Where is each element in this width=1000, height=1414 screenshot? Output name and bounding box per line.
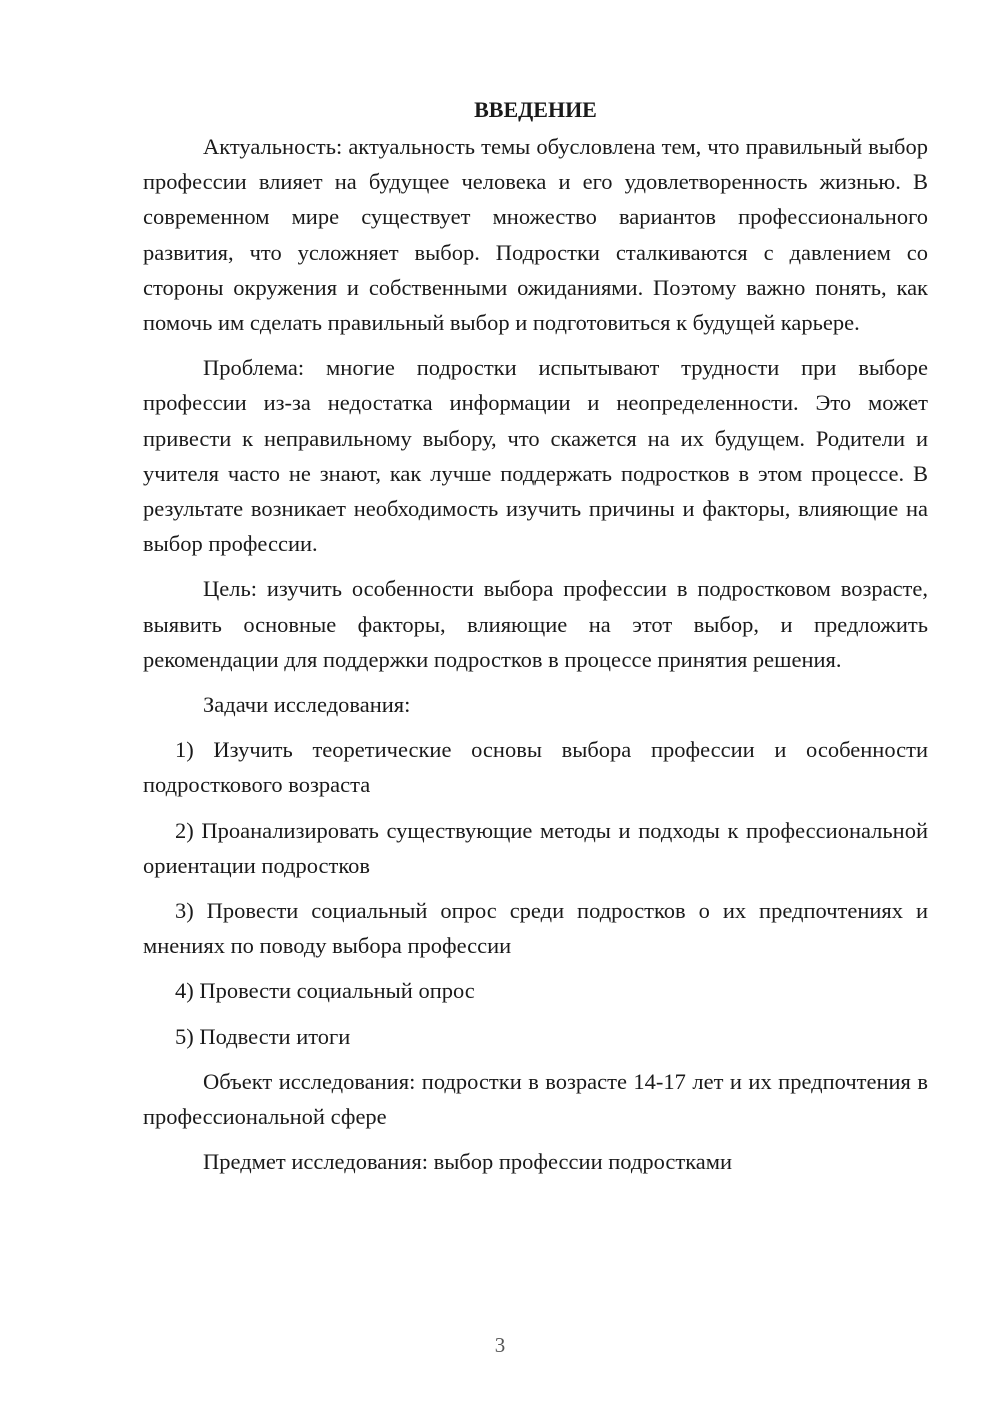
- task-item-5: 5) Подвести итоги: [175, 1023, 351, 1049]
- document-page: [143, 92, 928, 1189]
- page-title: ВВЕДЕНИЕ: [474, 97, 597, 122]
- tasks-list: [143, 732, 928, 1054]
- task-item-1: 1) Изучить теоретические основы выбора профессии и особенности подросткового возраста: [143, 737, 928, 798]
- page-number: 3: [494, 1333, 506, 1357]
- paragraph-object: Объект исследования: подростки в возрасте 14-17 лет и их предпочтения в профессиональной сфере: [143, 1068, 928, 1130]
- task-item-2: 2) Проанализировать существующие методы и подходы к профессиональной ориентации подростков: [143, 817, 928, 878]
- paragraph-goal: Цель: изучить особенности выбора профессии в подростковом возрасте, выявить основные факторы, влияющие на этот выбор, и предложить рекомендации для поддержки подростков в процессе принятия решения.: [143, 576, 928, 672]
- task-item-3: 3) Провести социальный опрос среди подростков о их предпочтениях и мнениях по поводу выбора профессии: [143, 898, 928, 959]
- tasks-heading: Задачи исследования:: [203, 692, 411, 718]
- paragraph-relevance: Актуальность: актуальность темы обусловлена тем, что правильный выбор профессии влияет на будущее человека и его удовлетворенность жизнью. В современном мире существует множество вариантов профессионального развития, что усложняет выбор. Подростки сталкиваются с давлением со стороны окружения и собственными ожиданиями. Поэтому важно понять, как помочь им сделать правильный выбор и подготовиться к будущей карьере.: [143, 134, 928, 336]
- task-item-4: 4) Провести социальный опрос: [175, 978, 475, 1004]
- paragraph-problem: Проблема: многие подростки испытывают трудности при выборе профессии из-за недостатка информации и неопределенности. Это может привести к неправильному выбору, что скажется на их будущем. Родители и учителя часто не знают, как лучше поддержать подростков в этом процессе. В результате возникает необходимость изучить причины и факторы, влияющие на выбор профессии.: [143, 355, 928, 557]
- paragraph-subject: Предмет исследования: выбор профессии подростками: [203, 1149, 733, 1175]
